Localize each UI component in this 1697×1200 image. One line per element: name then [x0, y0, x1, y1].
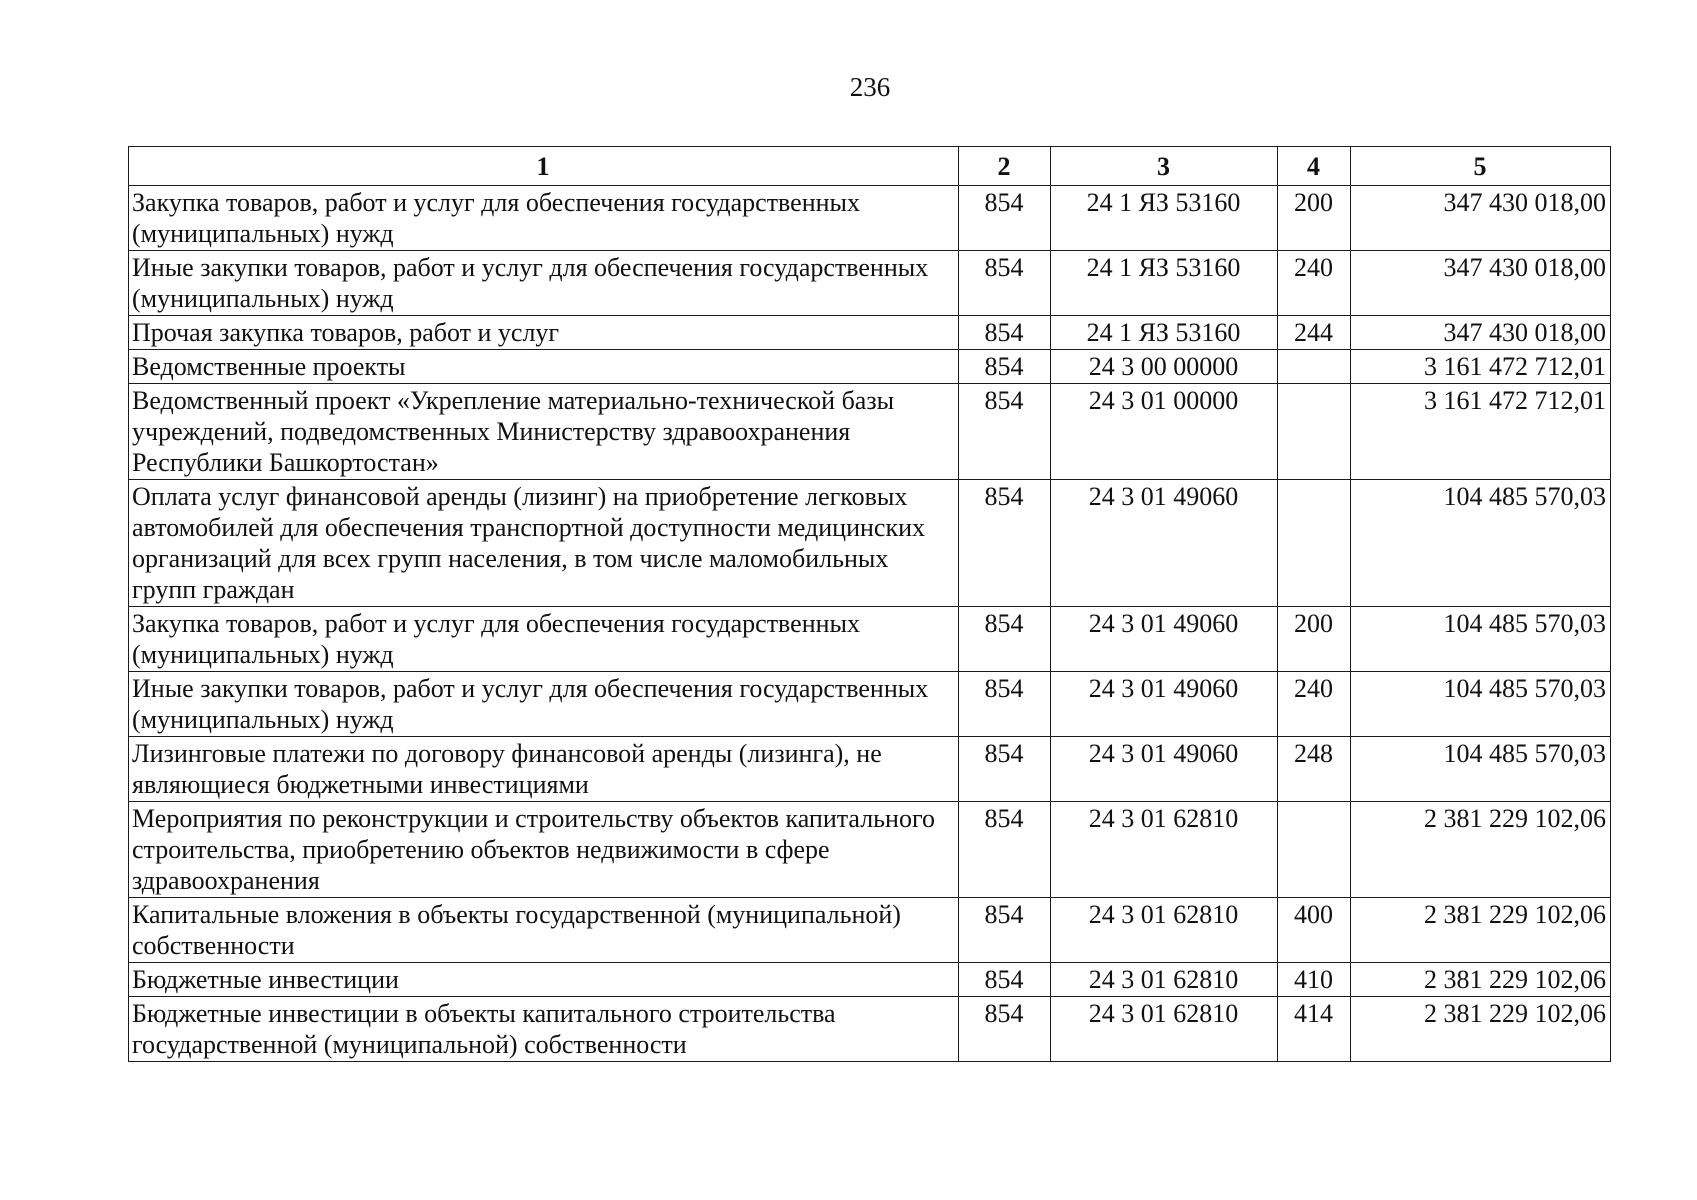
row-sum: 104 485 570,03 [1351, 480, 1611, 607]
row-name: Капитальные вложения в объекты государственной (муниципальной) собственности [129, 898, 959, 963]
row-expense-type: 410 [1278, 963, 1351, 997]
table-row [129, 480, 1611, 607]
row-expense-type [1278, 350, 1351, 384]
header-col-3: 3 [1051, 147, 1278, 186]
row-sum: 104 485 570,03 [1351, 672, 1611, 737]
row-name: Мероприятия по реконструкции и строительству объектов капитального строительства, приобретению объектов недвижимости в сфере здравоохранения [129, 802, 959, 898]
row-name: Иные закупки товаров, работ и услуг для обеспечения государственных (муниципальных) нужд [129, 672, 959, 737]
row-expense-type: 240 [1278, 672, 1351, 737]
row-sum: 2 381 229 102,06 [1351, 898, 1611, 963]
table-row [129, 997, 1611, 1062]
row-sum: 104 485 570,03 [1351, 737, 1611, 802]
row-expense-type [1278, 384, 1351, 480]
row-target-article: 24 3 01 62810 [1051, 802, 1278, 898]
row-target-article: 24 3 01 62810 [1051, 997, 1278, 1062]
row-name: Прочая закупка товаров, работ и услуг [129, 316, 959, 350]
table-row [129, 384, 1611, 480]
row-target-article: 24 3 01 49060 [1051, 607, 1278, 672]
row-name: Бюджетные инвестиции [129, 963, 959, 997]
table-header-row [129, 147, 1611, 186]
header-col-5: 5 [1351, 147, 1611, 186]
row-target-article: 24 1 ЯЗ 53160 [1051, 251, 1278, 316]
row-code: 854 [959, 802, 1051, 898]
row-sum: 3 161 472 712,01 [1351, 384, 1611, 480]
row-sum: 347 430 018,00 [1351, 251, 1611, 316]
row-sum: 3 161 472 712,01 [1351, 350, 1611, 384]
table-row [129, 898, 1611, 963]
row-code: 854 [959, 480, 1051, 607]
row-expense-type: 244 [1278, 316, 1351, 350]
row-name: Ведомственные проекты [129, 350, 959, 384]
table-row [129, 607, 1611, 672]
row-name: Иные закупки товаров, работ и услуг для обеспечения государственных (муниципальных) нужд [129, 251, 959, 316]
row-code: 854 [959, 350, 1051, 384]
row-expense-type: 414 [1278, 997, 1351, 1062]
row-target-article: 24 3 01 49060 [1051, 737, 1278, 802]
row-target-article: 24 1 ЯЗ 53160 [1051, 316, 1278, 350]
row-name: Ведомственный проект «Укрепление материально-технической базы учреждений, подведомственных Министерству здравоохранения Республики Башкортостан» [129, 384, 959, 480]
table-row [129, 251, 1611, 316]
row-target-article: 24 3 01 49060 [1051, 672, 1278, 737]
table-row [129, 737, 1611, 802]
row-code: 854 [959, 607, 1051, 672]
table-row [129, 186, 1611, 251]
row-code: 854 [959, 997, 1051, 1062]
row-expense-type: 240 [1278, 251, 1351, 316]
row-code: 854 [959, 898, 1051, 963]
row-expense-type: 200 [1278, 607, 1351, 672]
row-target-article: 24 3 01 00000 [1051, 384, 1278, 480]
row-expense-type: 248 [1278, 737, 1351, 802]
row-code: 854 [959, 672, 1051, 737]
row-sum: 2 381 229 102,06 [1351, 997, 1611, 1062]
row-code: 854 [959, 316, 1051, 350]
table-row [129, 672, 1611, 737]
row-name: Закупка товаров, работ и услуг для обеспечения государственных (муниципальных) нужд [129, 186, 959, 251]
page-number: 236 [849, 72, 891, 102]
row-target-article: 24 3 01 49060 [1051, 480, 1278, 607]
row-name: Лизинговые платежи по договору финансовой аренды (лизинга), не являющиеся бюджетными инвестициями [129, 737, 959, 802]
row-name: Закупка товаров, работ и услуг для обеспечения государственных (муниципальных) нужд [129, 607, 959, 672]
row-sum: 2 381 229 102,06 [1351, 963, 1611, 997]
header-col-4: 4 [1278, 147, 1351, 186]
row-expense-type [1278, 802, 1351, 898]
row-code: 854 [959, 384, 1051, 480]
row-code: 854 [959, 737, 1051, 802]
header-col-1: 1 [129, 147, 959, 186]
row-target-article: 24 3 01 62810 [1051, 898, 1278, 963]
table-row [129, 350, 1611, 384]
row-name: Оплата услуг финансовой аренды (лизинг) на приобретение легковых автомобилей для обеспечения транспортной доступности медицинских организаций для всех групп населения, в том числе маломобильных групп граждан [129, 480, 959, 607]
row-code: 854 [959, 963, 1051, 997]
row-code: 854 [959, 186, 1051, 251]
row-sum: 2 381 229 102,06 [1351, 802, 1611, 898]
table-row [129, 802, 1611, 898]
table-row [129, 963, 1611, 997]
row-code: 854 [959, 251, 1051, 316]
row-expense-type [1278, 480, 1351, 607]
row-name: Бюджетные инвестиции в объекты капитального строительства государственной (муниципальной) собственности [129, 997, 959, 1062]
budget-table [128, 146, 1611, 1062]
row-sum: 347 430 018,00 [1351, 186, 1611, 251]
row-sum: 104 485 570,03 [1351, 607, 1611, 672]
header-col-2: 2 [959, 147, 1051, 186]
row-sum: 347 430 018,00 [1351, 316, 1611, 350]
table-row [129, 316, 1611, 350]
row-expense-type: 200 [1278, 186, 1351, 251]
row-expense-type: 400 [1278, 898, 1351, 963]
row-target-article: 24 1 ЯЗ 53160 [1051, 186, 1278, 251]
row-target-article: 24 3 00 00000 [1051, 350, 1278, 384]
row-target-article: 24 3 01 62810 [1051, 963, 1278, 997]
